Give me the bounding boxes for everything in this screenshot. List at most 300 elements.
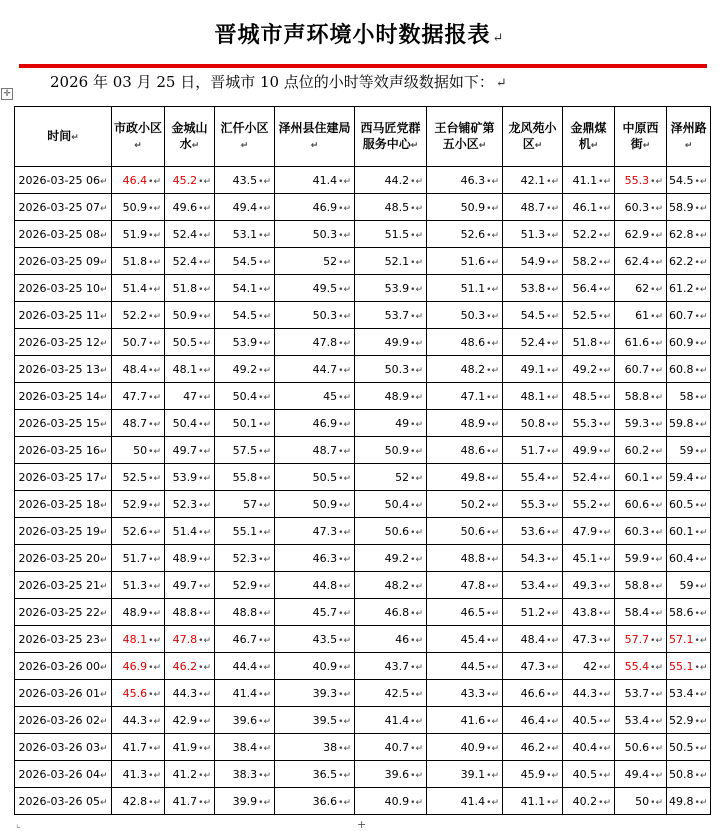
cell-mark: ↵ xyxy=(99,797,108,808)
value-cell xyxy=(503,464,563,491)
noise-value: 51.7 xyxy=(520,443,546,457)
point-mark: • xyxy=(410,608,416,619)
value-cell xyxy=(503,356,563,383)
noise-value: 36.6 xyxy=(312,794,338,808)
noise-value: 52.3 xyxy=(172,497,198,511)
table-row xyxy=(15,680,711,707)
value-cell xyxy=(667,221,711,248)
noise-value: 41.3 xyxy=(122,767,148,781)
cell-mark: ↵ xyxy=(603,311,611,322)
point-mark: • xyxy=(694,500,700,511)
value-cell xyxy=(667,194,711,221)
value-cell xyxy=(165,788,215,815)
noise-value: 46.6 xyxy=(520,686,546,700)
cell-mark: ↵ xyxy=(415,500,423,511)
point-mark: • xyxy=(410,527,416,538)
time-cell xyxy=(15,653,112,680)
time-value: 2026-03-25 17 xyxy=(18,470,100,484)
cell-mark: ↵ xyxy=(153,419,161,430)
cell-mark: ↵ xyxy=(343,500,351,511)
noise-value: 49.3 xyxy=(572,578,598,592)
cell-mark: ↵ xyxy=(99,743,108,754)
noise-value: 60.3 xyxy=(624,200,650,214)
time-cell xyxy=(15,167,112,194)
value-cell xyxy=(563,734,615,761)
table-row xyxy=(15,707,711,734)
point-mark: • xyxy=(650,203,656,214)
time-value: 2026-03-25 07 xyxy=(18,200,100,214)
point-mark: • xyxy=(410,743,416,754)
point-mark: • xyxy=(694,203,700,214)
value-cell xyxy=(615,680,667,707)
cell-mark: ↵ xyxy=(655,770,663,781)
point-mark: • xyxy=(258,527,264,538)
noise-value: 53.4 xyxy=(624,713,650,727)
point-mark: • xyxy=(546,311,552,322)
point-mark: • xyxy=(258,365,264,376)
noise-value: 41.4 xyxy=(312,173,338,187)
table-move-handle-icon[interactable]: ✛ xyxy=(1,88,13,100)
point-mark: • xyxy=(650,743,656,754)
time-value: 2026-03-26 02 xyxy=(18,713,100,727)
cell-mark: ↵ xyxy=(343,365,351,376)
point-mark: • xyxy=(148,365,154,376)
cell-mark: ↵ xyxy=(343,311,351,322)
noise-value: 47.3 xyxy=(520,659,546,673)
value-cell xyxy=(275,707,355,734)
cell-mark: ↵ xyxy=(603,743,611,754)
value-cell xyxy=(563,356,615,383)
noise-value: 51.8 xyxy=(572,335,598,349)
point-mark: • xyxy=(486,446,492,457)
noise-value: 52.4 xyxy=(572,470,598,484)
value-cell xyxy=(165,248,215,275)
noise-value: 45 xyxy=(323,389,338,403)
value-cell xyxy=(503,707,563,734)
noise-value: 59 xyxy=(679,443,694,457)
noise-value: 61.2 xyxy=(669,281,694,295)
cell-mark: ↵ xyxy=(263,608,271,619)
value-cell xyxy=(355,383,427,410)
cell-mark: ↵ xyxy=(99,230,108,241)
value-cell xyxy=(503,410,563,437)
point-mark: • xyxy=(598,176,604,187)
value-cell xyxy=(112,221,165,248)
point-mark: • xyxy=(198,284,204,295)
noise-value: 39.9 xyxy=(232,794,258,808)
cell-mark: ↵ xyxy=(415,716,423,727)
noise-value: 39.5 xyxy=(312,713,338,727)
cell-mark: ↵ xyxy=(203,743,211,754)
cell-mark: ↵ xyxy=(551,203,559,214)
noise-value: 43.5 xyxy=(312,632,338,646)
value-cell xyxy=(355,194,427,221)
noise-value: 55.3 xyxy=(520,497,546,511)
value-cell xyxy=(275,329,355,356)
table-row xyxy=(15,572,711,599)
cell-mark: ↵ xyxy=(590,140,599,151)
cell-mark: ↵ xyxy=(699,311,708,322)
header-site xyxy=(563,107,615,167)
value-cell xyxy=(165,302,215,329)
noise-value: 47 xyxy=(183,389,198,403)
cell-mark: ↵ xyxy=(491,419,499,430)
noise-value: 60.9 xyxy=(669,335,694,349)
value-cell xyxy=(667,653,711,680)
point-mark: • xyxy=(598,392,604,403)
table-row xyxy=(15,599,711,626)
value-cell xyxy=(275,680,355,707)
value-cell xyxy=(667,437,711,464)
time-value: 2026-03-26 04 xyxy=(18,767,100,781)
value-cell xyxy=(215,626,275,653)
value-cell xyxy=(563,221,615,248)
header-label: 王台铺矿第五小区 xyxy=(434,120,495,151)
noise-value: 52.2 xyxy=(572,227,598,241)
point-mark: • xyxy=(598,743,604,754)
header-time xyxy=(15,107,112,167)
cell-mark: ↵ xyxy=(655,743,663,754)
noise-value: 49.9 xyxy=(384,335,410,349)
table-row xyxy=(15,545,711,572)
point-mark: • xyxy=(410,419,416,430)
noise-value: 52 xyxy=(395,470,410,484)
cell-mark: ↵ xyxy=(343,581,351,592)
point-mark: • xyxy=(258,446,264,457)
point-mark: • xyxy=(546,176,552,187)
cell-mark: ↵ xyxy=(153,365,161,376)
cell-mark: ↵ xyxy=(551,743,559,754)
point-mark: • xyxy=(198,662,204,673)
value-cell xyxy=(275,518,355,545)
noise-value: 38.4 xyxy=(232,740,258,754)
point-mark: • xyxy=(486,743,492,754)
noise-value: 47.9 xyxy=(572,524,598,538)
noise-value: 50.8 xyxy=(669,767,694,781)
point-mark: • xyxy=(486,527,492,538)
value-cell xyxy=(165,518,215,545)
value-cell xyxy=(355,626,427,653)
point-mark: • xyxy=(598,554,604,565)
cell-mark: ↵ xyxy=(343,635,351,646)
time-cell xyxy=(15,788,112,815)
value-cell xyxy=(165,221,215,248)
noise-value: 39.6 xyxy=(384,767,410,781)
value-cell xyxy=(355,707,427,734)
value-cell xyxy=(563,572,615,599)
cell-mark: ↵ xyxy=(655,554,663,565)
cell-mark: ↵ xyxy=(551,338,559,349)
value-cell xyxy=(563,626,615,653)
point-mark: • xyxy=(338,554,344,565)
noise-value: 44.3 xyxy=(572,686,598,700)
cell-mark: ↵ xyxy=(263,257,271,268)
cell-mark: ↵ xyxy=(603,203,611,214)
table-row xyxy=(15,221,711,248)
noise-value: 49.7 xyxy=(172,578,198,592)
cell-mark: ↵ xyxy=(415,662,423,673)
point-mark: • xyxy=(486,797,492,808)
time-value: 2026-03-25 09 xyxy=(18,254,100,268)
noise-value: 52.9 xyxy=(232,578,258,592)
point-mark: • xyxy=(410,635,416,646)
cell-mark: ↵ xyxy=(491,527,499,538)
cell-mark: ↵ xyxy=(310,140,319,151)
cell-mark: ↵ xyxy=(551,554,559,565)
cell-mark: ↵ xyxy=(99,608,108,619)
point-mark: • xyxy=(410,716,416,727)
cell-mark: ↵ xyxy=(551,419,559,430)
cell-mark: ↵ xyxy=(203,797,211,808)
cell-mark: ↵ xyxy=(203,581,211,592)
value-cell xyxy=(355,410,427,437)
cell-mark: ↵ xyxy=(655,230,663,241)
cell-mark: ↵ xyxy=(655,608,663,619)
cell-mark: ↵ xyxy=(203,473,211,484)
cell-mark: ↵ xyxy=(415,743,423,754)
cell-mark: ↵ xyxy=(263,581,271,592)
value-cell xyxy=(165,464,215,491)
time-value: 2026-03-25 19 xyxy=(18,524,100,538)
point-mark: • xyxy=(598,203,604,214)
noise-value: 51.8 xyxy=(172,281,198,295)
cell-mark: ↵ xyxy=(153,527,161,538)
paragraph-mark: ↵ xyxy=(495,76,507,91)
cell-mark: ↵ xyxy=(655,392,663,403)
value-cell xyxy=(503,194,563,221)
cell-mark: ↵ xyxy=(655,176,663,187)
time-cell xyxy=(15,464,112,491)
point-mark: • xyxy=(486,473,492,484)
cell-mark: ↵ xyxy=(655,662,663,673)
cell-mark: ↵ xyxy=(415,311,423,322)
noise-value: 46 xyxy=(395,632,410,646)
noise-value: 44.3 xyxy=(122,713,148,727)
noise-value: 48.7 xyxy=(312,443,338,457)
noise-value: 50.6 xyxy=(624,740,650,754)
value-cell xyxy=(215,167,275,194)
value-cell xyxy=(667,167,711,194)
noise-value: 51.1 xyxy=(460,281,486,295)
value-cell xyxy=(215,788,275,815)
value-cell xyxy=(503,248,563,275)
value-cell xyxy=(427,545,503,572)
value-cell xyxy=(615,248,667,275)
cell-mark: ↵ xyxy=(551,473,559,484)
noise-value: 45.7 xyxy=(312,605,338,619)
point-mark: • xyxy=(338,284,344,295)
point-mark: • xyxy=(148,392,154,403)
cell-mark: ↵ xyxy=(203,419,211,430)
noise-value: 50.5 xyxy=(312,470,338,484)
point-mark: • xyxy=(410,284,416,295)
noise-value: 50.6 xyxy=(460,524,486,538)
noise-value: 58.8 xyxy=(624,389,650,403)
point-mark: • xyxy=(338,527,344,538)
time-cell xyxy=(15,491,112,518)
value-cell xyxy=(355,734,427,761)
value-cell xyxy=(165,572,215,599)
value-cell xyxy=(427,329,503,356)
point-mark: • xyxy=(694,689,700,700)
time-cell xyxy=(15,248,112,275)
cell-mark: ↵ xyxy=(491,176,499,187)
noise-value: 52.6 xyxy=(122,524,148,538)
cell-mark: ↵ xyxy=(99,446,108,457)
cell-mark: ↵ xyxy=(603,797,611,808)
point-mark: • xyxy=(694,554,700,565)
noise-value: 50.1 xyxy=(232,416,258,430)
time-cell xyxy=(15,599,112,626)
value-cell xyxy=(563,275,615,302)
value-cell xyxy=(355,788,427,815)
value-cell xyxy=(165,761,215,788)
value-cell xyxy=(165,329,215,356)
point-mark: • xyxy=(410,203,416,214)
header-label: 时间 xyxy=(47,128,72,143)
point-mark: • xyxy=(410,257,416,268)
noise-value: 60.3 xyxy=(624,524,650,538)
value-cell xyxy=(667,464,711,491)
value-cell xyxy=(563,599,615,626)
value-cell xyxy=(112,410,165,437)
point-mark: • xyxy=(486,689,492,700)
noise-value: 51.9 xyxy=(122,227,148,241)
cell-mark: ↵ xyxy=(655,284,663,295)
time-value: 2026-03-25 23 xyxy=(18,632,100,646)
noise-value: 54.9 xyxy=(520,254,546,268)
point-mark: • xyxy=(598,311,604,322)
cell-mark: ↵ xyxy=(343,446,351,457)
cell-mark: ↵ xyxy=(699,662,708,673)
cell-mark: ↵ xyxy=(551,770,559,781)
value-cell xyxy=(112,194,165,221)
noise-value: 46.3 xyxy=(460,173,486,187)
cell-mark: ↵ xyxy=(203,689,211,700)
cell-mark: ↵ xyxy=(699,500,708,511)
noise-value: 53.6 xyxy=(520,524,546,538)
value-cell xyxy=(667,383,711,410)
cell-mark: ↵ xyxy=(603,473,611,484)
cell-mark: ↵ xyxy=(203,527,211,538)
cell-mark: ↵ xyxy=(153,230,161,241)
noise-value: 45.1 xyxy=(572,551,598,565)
value-cell xyxy=(563,653,615,680)
cell-mark: ↵ xyxy=(263,392,271,403)
point-mark: • xyxy=(598,446,604,457)
point-mark: • xyxy=(410,689,416,700)
point-mark: • xyxy=(338,473,344,484)
value-cell xyxy=(615,491,667,518)
value-cell xyxy=(112,545,165,572)
point-mark: • xyxy=(338,743,344,754)
cell-mark: ↵ xyxy=(343,554,351,565)
noise-value: 41.1 xyxy=(520,794,546,808)
value-cell xyxy=(215,437,275,464)
value-cell xyxy=(503,302,563,329)
noise-value: 48.6 xyxy=(460,335,486,349)
cell-mark: ↵ xyxy=(99,635,108,646)
point-mark: • xyxy=(694,770,700,781)
point-mark: • xyxy=(410,365,416,376)
cell-mark: ↵ xyxy=(491,689,499,700)
time-value: 2026-03-25 10 xyxy=(18,281,100,295)
point-mark: • xyxy=(148,689,154,700)
point-mark: • xyxy=(198,554,204,565)
cell-mark: ↵ xyxy=(263,770,271,781)
noise-value: 43.8 xyxy=(572,605,598,619)
cell-mark: ↵ xyxy=(415,689,423,700)
time-cell xyxy=(15,626,112,653)
value-cell xyxy=(615,383,667,410)
value-cell xyxy=(503,626,563,653)
point-mark: • xyxy=(410,500,416,511)
time-value: 2026-03-25 06 xyxy=(18,173,100,187)
cell-mark: ↵ xyxy=(699,338,708,349)
cell-mark: ↵ xyxy=(203,446,211,457)
noise-value: 58.9 xyxy=(669,200,694,214)
point-mark: • xyxy=(338,608,344,619)
table-row xyxy=(15,761,711,788)
header-label: 汇仟小区 xyxy=(220,120,269,135)
cell-mark: ↵ xyxy=(699,581,708,592)
cell-mark: ↵ xyxy=(478,140,487,151)
point-mark: • xyxy=(258,743,264,754)
noise-value: 52.5 xyxy=(572,308,598,322)
cell-mark: ↵ xyxy=(491,797,499,808)
point-mark: • xyxy=(198,527,204,538)
noise-value: 44.7 xyxy=(312,362,338,376)
noise-value: 52.9 xyxy=(669,713,694,727)
value-cell xyxy=(615,275,667,302)
value-cell xyxy=(427,356,503,383)
table-row xyxy=(15,464,711,491)
value-cell xyxy=(355,329,427,356)
cell-mark: ↵ xyxy=(551,230,559,241)
table-resize-handle-icon[interactable]: + xyxy=(357,818,367,831)
noise-value: 48.5 xyxy=(572,389,598,403)
cell-mark: ↵ xyxy=(415,203,423,214)
point-mark: • xyxy=(410,446,416,457)
noise-value: 40.5 xyxy=(572,713,598,727)
point-mark: • xyxy=(598,257,604,268)
cell-mark: ↵ xyxy=(153,473,161,484)
point-mark: • xyxy=(198,365,204,376)
table-row xyxy=(15,491,711,518)
value-cell xyxy=(615,356,667,383)
noise-value: 48.7 xyxy=(520,200,546,214)
noise-value: 47.3 xyxy=(312,524,338,538)
noise-value: 38 xyxy=(323,740,338,754)
value-cell xyxy=(667,518,711,545)
time-value: 2026-03-25 12 xyxy=(18,335,100,349)
header-site xyxy=(615,107,667,167)
point-mark: • xyxy=(486,554,492,565)
noise-value: 50.9 xyxy=(172,308,198,322)
point-mark: • xyxy=(258,257,264,268)
value-cell xyxy=(667,680,711,707)
noise-value: 54.1 xyxy=(232,281,258,295)
value-cell xyxy=(563,464,615,491)
cell-mark: ↵ xyxy=(655,689,663,700)
value-cell xyxy=(427,410,503,437)
noise-value: 51.8 xyxy=(122,254,148,268)
cell-mark: ↵ xyxy=(415,338,423,349)
value-cell xyxy=(503,221,563,248)
value-cell xyxy=(427,761,503,788)
point-mark: • xyxy=(148,770,154,781)
value-cell xyxy=(427,275,503,302)
